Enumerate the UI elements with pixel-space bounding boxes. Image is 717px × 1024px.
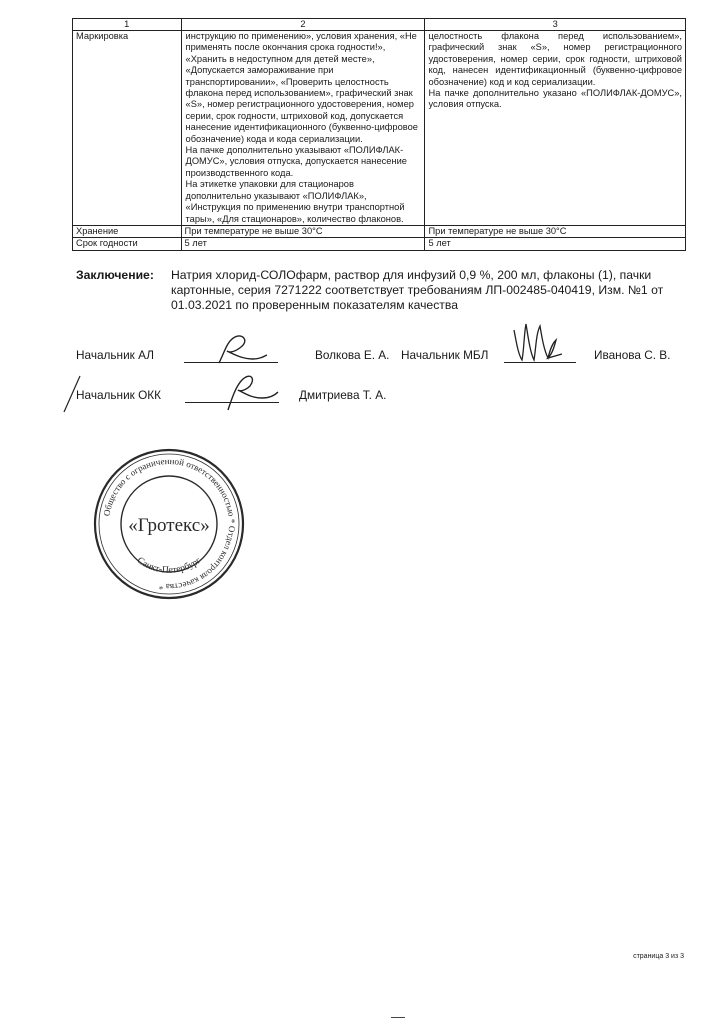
storage-requirement: При температуре не выше 30°C [181,225,425,237]
row-label-storage: Хранение [73,225,182,237]
marking-requirement-cell [181,31,425,226]
stamp-center-text: «Гротекс» [128,515,210,536]
al-signature-icon [205,333,275,365]
okk-stroke-icon [60,374,84,414]
row-label-marking: Маркировка [73,31,182,226]
conclusion-label: Заключение: [76,268,154,282]
marking-result-cell [425,31,686,226]
okk-title: Начальник ОКК [76,388,162,402]
spec-table [72,18,686,251]
marking-req-para-2: На пачке дополнительно указывают «ПОЛИФЛАК-ДОМУС», условия отпуска, допускается нанесение производственного кода. [185,145,407,178]
stamp-ring-text: Общество с ограниченной ответственностью * Отдел контроля качества * [101,455,238,593]
table-header-row [73,19,686,31]
stamp-city-text: Санкт-Петербург [134,555,204,576]
al-title: Начальник АЛ [76,348,154,362]
table-row-storage [73,225,686,237]
marking-res-para-2: На пачке дополнительно указано «ПОЛИФЛАК-ДОМУС», условия отпуска. [428,88,682,110]
okk-signature-icon [222,372,282,412]
marking-req-para-1: инструкцию по применению», условия хранения, «Не применять после окончания срока годности!», «Хранить в недоступном для детей месте», «Допускается замораживание при транспортировании», «Проверить целостность флакона перед использованием», графический знак «S», номер регистрационного удостоверения, номер серии, срок годности, штриховой код, допускается нанесение идентификационного (буквенно-цифровое обозначение) кода и кода сериализации. [185,31,418,144]
al-name: Волкова Е. А. [315,348,390,362]
col-number-3: 3 [425,19,686,31]
row-label-shelf-life: Срок годности [73,238,182,250]
mbl-title: Начальник МБЛ [401,348,489,362]
okk-name: Дмитриева Т. А. [299,388,387,402]
mbl-name: Иванова С. В. [594,348,671,362]
marking-res-para-1: целостность флакона перед использованием», графический знак «S», номер регистрационного удостоверения, номер серии, срок годности, штриховой код, нанесен идентификационный (буквенно-цифровое обозначение) код и код сериализации. [428,31,682,87]
storage-result: При температуре не выше 30°C [425,225,686,237]
table-row-marking [73,31,686,226]
conclusion-text: Натрия хлорид-СОЛОфарм, раствор для инфузий 0,9 %, 200 мл, флаконы (1), пачки картонные, серия 7271222 соответствует требованиям ЛП-002485-040419, Изм. №1 от 01.03.2021 по проверенным показателям качества [171,268,664,312]
table-row-shelf-life [73,238,686,250]
company-stamp [92,447,246,601]
marking-req-para-3: На этикетке упаковки для стационаров дополнительно указывают «ПОЛИФЛАК», «Инструкция по применению внутри транспортной тары», «Для стационаров», количество флаконов. [185,179,405,224]
bottom-mark [391,1017,405,1018]
shelf-life-requirement: 5 лет [181,238,425,250]
page-number: страница 3 из 3 [633,953,684,960]
col-number-2: 2 [181,19,425,31]
mbl-signature-icon [508,320,568,364]
col-number-1: 1 [73,19,182,31]
shelf-life-result: 5 лет [425,238,686,250]
